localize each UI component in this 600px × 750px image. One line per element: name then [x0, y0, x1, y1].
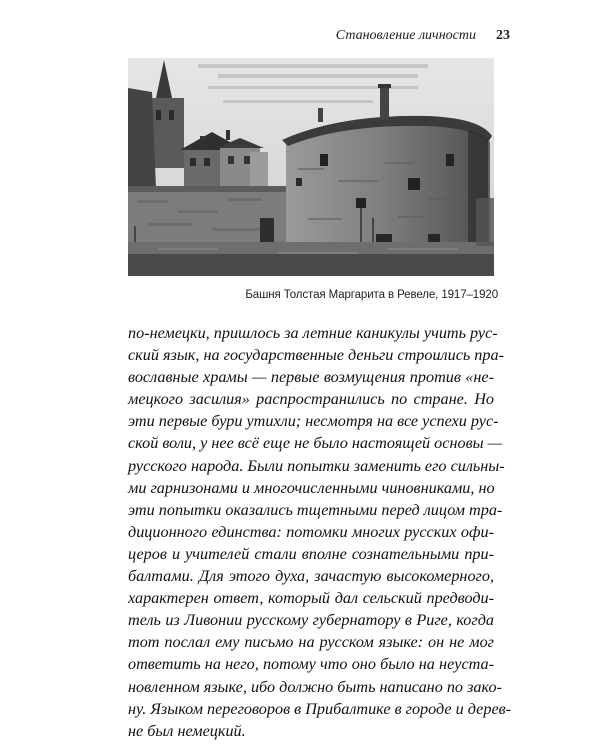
text-line: тот послал ему письмо на русском языке: он не мог: [128, 633, 494, 652]
text-line: диционного единства: потомки многих русских офи-: [128, 522, 494, 541]
text-line: тель из Ливонии русскому губернатору в Риге, когда: [128, 611, 494, 630]
figure-caption: Башня Толстая Маргарита в Ревеле, 1917–1920: [245, 289, 498, 301]
text-line: эти попытки оказались тщетными перед лицом тра-: [128, 500, 503, 519]
text-line: вославные храмы — первые возмущения против «не-: [128, 368, 494, 387]
text-line: ский язык, на государственные деньги строились пра-: [128, 346, 504, 365]
text-line: новленном языке, ибо должно быть написано по зако-: [128, 677, 502, 696]
page-number: 23: [496, 28, 510, 43]
text-line: русского народа. Были попытки заменить его сильны-: [128, 456, 505, 475]
body-text: [128, 322, 512, 742]
text-line: эти первые бури утихли; несмотря на все успехи рус-: [128, 412, 499, 431]
text-line: ну. Языком переговоров в Прибалтике в городе и дерев-: [128, 699, 512, 718]
text-line: не был немецкий.: [128, 721, 246, 740]
text-line: мецкого засилия» распространились по стране. Но: [128, 390, 494, 409]
text-line: ми гарнизонами и многочисленными чиновниками, но: [128, 478, 495, 497]
tower-photo-illustration: [128, 58, 494, 276]
text-line: ской воли, у нее всё еще не было настоящей основы —: [128, 434, 503, 453]
text-line: балтами. Для этого духа, зачастую высокомерного,: [128, 567, 494, 586]
text-line: ответить на него, потому что оно было на неуста-: [128, 655, 494, 674]
text-line: церов и учителей стали вполне сознательными при-: [128, 544, 494, 563]
tower-photo: [128, 58, 494, 276]
text-line: характерен ответ, который дал сельский предводи-: [128, 589, 494, 608]
running-title: Становление личности: [335, 28, 476, 43]
page-header: [120, 28, 510, 44]
text-line: по-немецки, пришлось за летние каникулы учить рус-: [128, 324, 498, 342]
